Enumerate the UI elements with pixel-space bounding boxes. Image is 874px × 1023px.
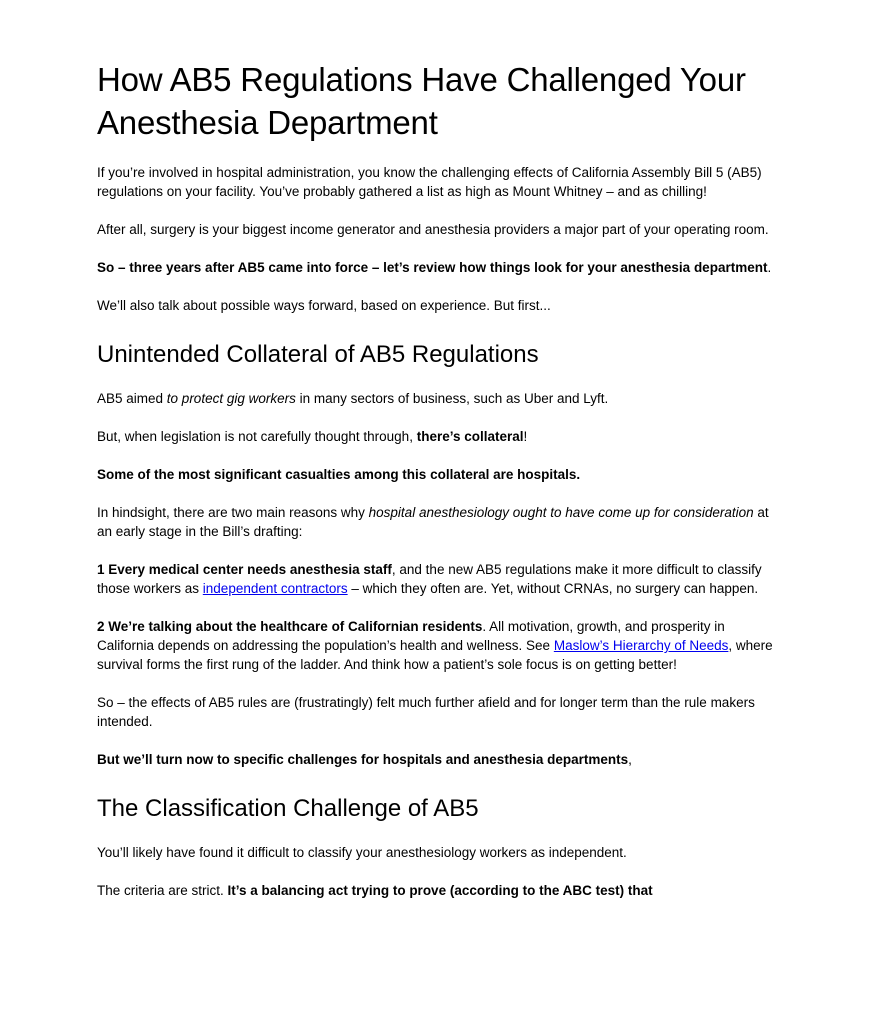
paragraph-turn-to-challenges [97, 750, 777, 769]
paragraph-ab5-aim [97, 389, 777, 408]
paragraph-effects-afield [97, 693, 777, 731]
text: – which they often are. Yet, without CRNAs, no surgery can happen. [347, 581, 759, 596]
text: So – the effects of AB5 rules are (frustratingly) felt much further afield and for longer term than the rule makers intended. [97, 695, 755, 729]
text: You’ll likely have found it difficult to classify your anesthesiology workers as independent. [97, 845, 627, 860]
bold-text: But we’ll turn now to specific challenges for hospitals and anesthesia departments [97, 752, 629, 767]
section-heading-classification-challenge [97, 794, 777, 824]
text: Unintended Collateral of AB5 Regulations [97, 341, 539, 368]
text: The criteria are strict. [97, 883, 228, 898]
text: ! [523, 429, 528, 444]
paragraph-ways-forward [97, 296, 777, 315]
link-maslows-hierarchy-of-needs[interactable]: Maslow’s Hierarchy of Needs [553, 638, 729, 653]
text: After all, surgery is your biggest income generator and anesthesia providers a major part of your operating room. [97, 222, 769, 237]
paragraph-intro [97, 163, 777, 201]
italic-text: to protect gig workers [166, 391, 296, 406]
paragraph-collateral [97, 427, 777, 446]
text: If you’re involved in hospital administration, you know the challenging effects of California Assembly Bill 5 (AB5) regulations on your facility. You’ve probably gathered a list as high as Mount Whitney – and as chilling! [97, 165, 762, 199]
link-independent-contractors[interactable]: independent contractors [202, 581, 348, 596]
bold-text: So – three years after AB5 came into force – let’s review how things look for your anesthesia department [97, 260, 768, 275]
paragraph-classify-difficult [97, 843, 777, 862]
bold-text: It’s a balancing act trying to prove (according to the ABC test) that [227, 883, 653, 898]
paragraph-reason-2 [97, 617, 777, 674]
text: In hindsight, there are two main reasons why [97, 505, 369, 520]
section-heading-unintended-collateral [97, 340, 777, 370]
paragraph-reason-1 [97, 560, 777, 598]
text: at an early stage in the Bill’s drafting: [97, 505, 769, 539]
text: , [628, 752, 632, 767]
text: How AB5 Regulations Have Challenged Your Anesthesia Department [97, 61, 746, 141]
text: But, when legislation is not carefully thought through, [97, 429, 417, 444]
text: We’ll also talk about possible ways forward, based on experience. But first... [97, 298, 551, 313]
text: The Classification Challenge of AB5 [97, 795, 479, 822]
text: . All motivation, growth, and prosperity in California depends on addressing the population’s health and wellness. See [97, 619, 725, 653]
text: in many sectors of business, such as Uber and Lyft. [295, 391, 609, 406]
italic-text: hospital anesthesiology ought to have come up for consideration [368, 505, 754, 520]
article-body [97, 58, 777, 900]
paragraph-surgery-income [97, 220, 777, 239]
bold-text: 2 We’re talking about the healthcare of Californian residents [97, 619, 483, 634]
paragraph-hindsight [97, 503, 777, 541]
paragraph-three-years [97, 258, 777, 277]
text: AB5 aimed [97, 391, 167, 406]
text: , where survival forms the first rung of the ladder. And think how a patient’s sole focus is on getting better! [97, 638, 773, 672]
bold-text: Some of the most significant casualties among this collateral are hospitals. [97, 467, 581, 482]
paragraph-criteria-strict [97, 881, 777, 900]
paragraph-casualties [97, 465, 777, 484]
article-title [97, 58, 777, 144]
bold-text: there’s collateral [416, 429, 524, 444]
bold-text: 1 Every medical center needs anesthesia staff [97, 562, 392, 577]
text: , and the new AB5 regulations make it more difficult to classify those workers as [97, 562, 762, 596]
text: . [767, 260, 772, 275]
